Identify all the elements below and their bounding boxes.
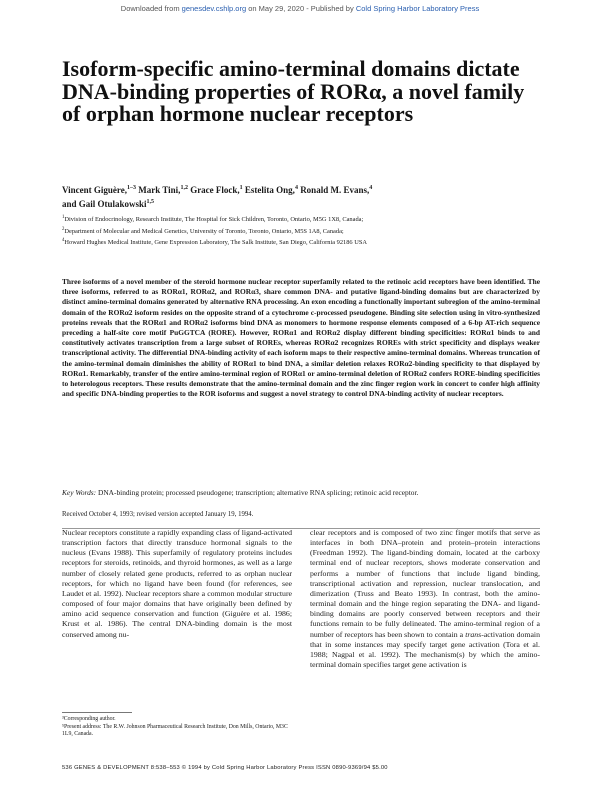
download-banner — [0, 4, 600, 13]
affiliation-number: 2 — [62, 226, 65, 232]
affiliation-text: Howard Hughes Medical Institute, Gene Expression Laboratory, The Salk Institute, San Diego, California 92186 USA — [64, 239, 368, 247]
author-affiliation-mark: 1,2 — [180, 185, 188, 191]
affiliation-text: Department of Molecular and Medical Genetics, University of Toronto, Toronto, Ontario, M5S 1A8, Canada; — [64, 227, 344, 235]
author-affiliation-mark: 4 — [294, 185, 298, 191]
body-text: -activation domain that in some instances may specify target gene activation (Tora et al. 1988; Nagpal et al. 1992). The mechanism(s) by which the amino-terminal domain specifies target gene activation is — [310, 629, 540, 670]
author-name: Ronald M. Evans, — [297, 185, 370, 195]
author-name: Estelita Ong, — [242, 185, 295, 195]
keywords — [62, 488, 540, 498]
affiliation-line — [62, 213, 542, 225]
body-column-left: Nuclear receptors constitute a rapidly expanding class of ligand-activated transcription factors that directly transduce hormonal signals to the nucleus (Evans 1988). This superfamily of regulatory proteins includes receptors for steroids, retinoids, and thyroid hormones, as well as a large number of closely related gene products, referred to as orphan nuclear receptors, for which no ligand have been found (for references, see Laudet et al. 1992). Nuclear receptors share a common modular structure composed of four major domains that have originally been defined by amino acid sequence conservation and function (Giguère et al. 1986; Krust et al. 1986). The central DNA-binding domain is the most conserved among nu- — [62, 528, 292, 639]
affiliation-line — [62, 236, 542, 248]
body-text-italic: trans — [465, 629, 482, 639]
footnote-corresponding: ³Corresponding author. — [62, 716, 116, 722]
affiliation-number: 1 — [62, 215, 65, 220]
article-title: Isoform-specific amino-terminal domains dictate DNA-binding properties of RORα, a novel family of orphan hormone nuclear receptors — [62, 56, 525, 126]
keywords-text: DNA-binding protein; processed pseudogene; transcription; alternative RNA splicing; retinoic acid receptor. — [96, 488, 419, 497]
keywords-label: Key Words: — [62, 488, 97, 497]
download-prefix: Downloaded from — [120, 4, 182, 13]
author-name: Vincent Giguère, — [62, 185, 127, 195]
body-text: clear receptors and is composed of two zinc finger motifs that serve as interfaces in both DNA–protein and protein–protein interactions (Freedman 1992). The ligand-binding domain, located at the carboxy terminal end of nuclear receptors, shows moderate conservation and performs a number of functions that include ligand binding, transcriptional activation and repression, nuclear translocation, and dimerization (Truss and Beato 1993). In contrast, both the amino-terminal domain and the hinge region separating the DNA- and ligand-binding domains are poorly conserved between receptors and their functions remain to be fully delineated. The amino-terminal region of a number of receptors has been shown to contain a — [310, 528, 540, 639]
author-name: and Gail Otulakowski — [62, 198, 147, 209]
author-name: Grace Flock, — [187, 185, 240, 195]
affiliations — [62, 213, 542, 248]
author-affiliation-mark: 4 — [369, 185, 373, 191]
author-affiliation-mark: 1,5 — [146, 198, 155, 205]
author-name: Mark Tini, — [136, 185, 181, 195]
publisher-link[interactable]: Cold Spring Harbor Laboratory Press — [355, 4, 480, 13]
footnotes — [62, 716, 292, 739]
affiliation-line — [62, 225, 542, 237]
footnote-divider — [62, 712, 132, 713]
download-middle: on May 29, 2020 - Published by — [246, 4, 356, 13]
site-link[interactable]: genesdev.cshlp.org — [181, 4, 247, 13]
body-column-right — [310, 528, 540, 670]
affiliation-number: 4 — [62, 238, 65, 244]
received-date: Received October 4, 1993; revised version accepted January 19, 1994. — [62, 511, 254, 518]
author-affiliation-mark: 1–3 — [127, 185, 136, 191]
abstract: Three isoforms of a novel member of the steroid hormone nuclear receptor superfamily related to the retinoic acid receptors have been identified. The three isoforms, referred to as RORα1, RORα2, and RORα3, share common DNA- and putative ligand-binding domains but are characterized by distinct amino-terminal domains generated by alternative RNA processing. An exon encoding a functionally important subregion of the amino-terminal domain of the RORα2 isoform resides on the opposite strand of a cytochrome c-processed pseudogene. Binding site selection using in vitro-synthesized proteins reveals that the RORα1 and RORα2 isoforms bind DNA as monomers to hormone response elements composed of a 6-bp AT-rich sequence preceding a half-site core motif PuGGTCA (RORE). However, RORα1 and RORα2 display different binding specificities: RORα1 binds to and constitutively activates transcription from a large subset of ROREs, whereas RORα2 recognizes ROREs with strict specificity and displays weaker transcriptional activity. The differential DNA-binding activity of each isoform maps to their respective amino-terminal domains. Whereas truncation of the amino-terminal domain diminishes the ability of RORα1 to bind DNA, a similar deletion relaxes RORα2-binding specificity to that displayed by RORα1. Remarkably, transfer of the entire amino-terminal region of RORα1 or amino-terminal deletion of RORα2 confers RORE-binding specificities to heterologous receptors. These results demonstrate that the amino-terminal domain and the zinc finger region work in concert to confer high affinity and specific DNA-binding properties to the ROR isoforms and suggest a novel strategy to control DNA-binding activity of nuclear receptors. — [62, 277, 540, 399]
affiliation-text: Division of Endocrinology, Research Institute, The Hospital for Sick Children, Toronto, Ontario, M5G 1X8, Canada; — [64, 216, 364, 224]
author-list — [62, 183, 542, 210]
author-affiliation-mark: 1 — [239, 185, 243, 191]
page-footer: 536 GENES & DEVELOPMENT 8:538–553 © 1994 by Cold Spring Harbor Laboratory Press ISSN 0890-9369/94 $5.00 — [62, 765, 388, 771]
footnote-present-address: ⁵Present address: The R.W. Johnson Pharmaceutical Research Institute, Don Mills, Ontario, M3C 1L9, Canada. — [62, 723, 288, 737]
